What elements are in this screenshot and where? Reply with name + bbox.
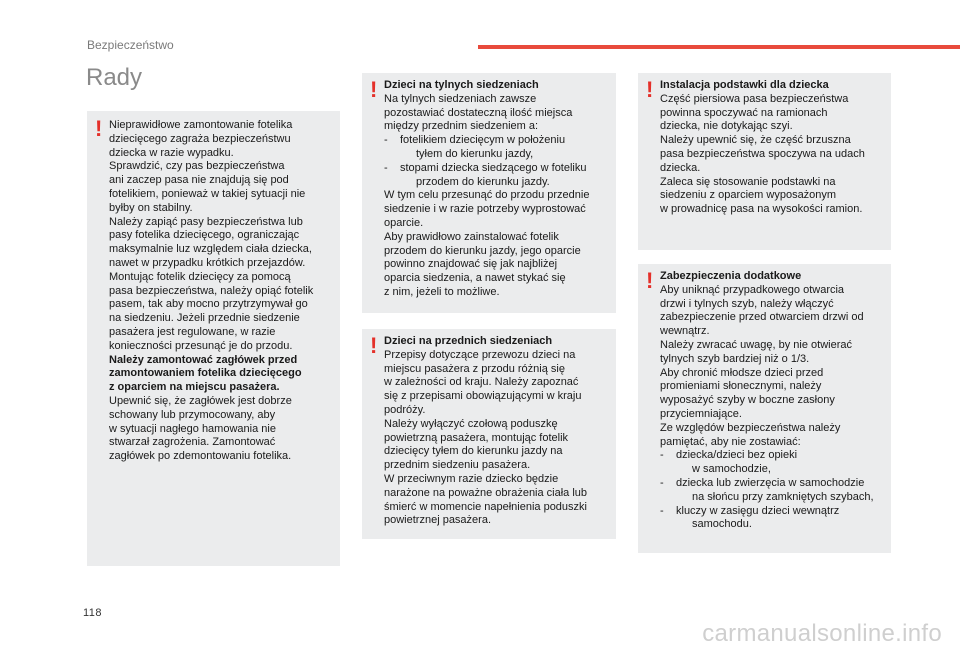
text-line: narażone na poważne obrażenia ciała lub (384, 486, 588, 499)
text-line: Należy zapiąć pasy bezpieczeństwa lub (109, 215, 303, 228)
text-line: miejscu pasażera z przodu różnią się (384, 362, 565, 375)
list-item-line: fotelikiem dziecięcym w położeniu (400, 134, 566, 147)
list-item-line: stopami dziecka siedzącego w foteliku (400, 161, 587, 174)
watermark: carmanualsonline.info (702, 620, 942, 647)
text-line: zamontowaniem fotelika dziecięcego (109, 367, 302, 380)
text-line: dziecięcego zagraża bezpieczeństwu (109, 132, 291, 145)
tip-outro (384, 189, 608, 299)
accent-line (478, 45, 960, 49)
text-line: przyciemniające. (660, 407, 742, 420)
text-line: się z przepisami obowiązującymi w kraju (384, 390, 582, 403)
list-item (660, 449, 883, 477)
tip-lines (109, 119, 332, 354)
tip-list (384, 134, 608, 189)
text-line: dziecka, nie dotykając szyi. (660, 120, 793, 133)
list-item-line: kluczy w zasięgu dzieci wewnątrz (676, 504, 840, 517)
text-line: pasażera jest regulowane, w razie (109, 325, 276, 338)
text-line: między przednim siedzeniem a: (384, 120, 539, 133)
text-line: powietrzną pasażera, montując fotelik (384, 431, 569, 444)
text-line: powietrznej pasażera. (384, 514, 492, 527)
text-line: powinna spoczywać na ramionach (660, 106, 828, 119)
tip-bold-lines (109, 354, 332, 395)
tip-tail-lines (109, 395, 332, 464)
list-item-line: tyłem do kierunku jazdy, (416, 147, 534, 160)
text-line: promieniami słonecznymi, należy (660, 380, 822, 393)
list-item (660, 505, 883, 533)
text-line: pamiętać, aby nie zostawiać: (660, 435, 801, 448)
text-line: z oparciem na miejscu pasażera. (109, 381, 280, 394)
warning-icon: ! (95, 116, 103, 141)
text-line: Przepisy dotyczące przewozu dzieci na (384, 348, 576, 361)
text-line: Upewnić się, że zagłówek jest dobrze (109, 394, 292, 407)
dash-bullet: - (660, 449, 664, 462)
dash-bullet: - (660, 476, 664, 489)
text-line: siedzeniu z oparciem wyposażonym (660, 189, 837, 202)
text-line: fotelikiem, ponieważ w takiej sytuacji nie (109, 187, 306, 200)
warning-icon: ! (646, 268, 654, 293)
text-line: śmierć w momencie napełnienia poduszki (384, 500, 587, 513)
text-line: Aby uniknąć przypadkowego otwarcia (660, 283, 845, 296)
text-line: w prowadnicę pasa na wysokości ramion. (660, 203, 863, 216)
text-line: zabezpieczenie przed otwarciem drzwi od (660, 311, 864, 324)
text-line: na siedzeniu. Jeżeli przednie siedzenie (109, 312, 300, 325)
list-item (384, 134, 608, 162)
tip-intro (660, 284, 883, 450)
text-line: pasem, tak aby mocno przytrzymywał go (109, 298, 308, 311)
text-line: pasa bezpieczeństwa spoczywa na udach (660, 147, 865, 160)
text-line: w zależności od kraju. Należy zapoznać (384, 376, 579, 389)
text-line: Należy wyłączyć czołową poduszkę (384, 417, 558, 430)
text-line: przednim siedzeniu pasażera. (384, 459, 531, 472)
text-line: Należy zamontować zagłówek przed (109, 353, 298, 366)
list-item-line: dziecka/dzieci bez opieki (676, 449, 798, 462)
tip-box-child-seat-mounting (87, 111, 340, 566)
page-title: Rady (86, 64, 143, 91)
text-line: w sytuacji nagłego hamowania nie (109, 422, 276, 435)
text-line: wyposażyć szyby w boczne zasłony (660, 394, 835, 407)
text-line: pasy fotelika dziecięcego, ograniczając (109, 229, 300, 242)
text-line: pozostawiać dostateczną ilość miejsca (384, 106, 573, 119)
tip-text (660, 270, 883, 532)
text-line: Na tylnych siedzeniach zawsze (384, 92, 537, 105)
tip-heading: Instalacja podstawki dla dziecka (660, 79, 829, 91)
list-item (660, 477, 883, 505)
text-line: byłby on stabilny. (109, 201, 193, 214)
warning-icon: ! (370, 77, 378, 102)
list-item-line: na słońcu przy zamkniętych szybach, (692, 490, 874, 503)
text-line: Ze względów bezpieczeństwa należy (660, 421, 841, 434)
tip-intro (384, 93, 608, 134)
text-line: siedzenie i w razie potrzeby wyprostować (384, 203, 586, 216)
text-line: dziecięcy tyłem do kierunku jazdy na (384, 445, 563, 458)
text-line: Sprawdzić, czy pas bezpieczeństwa (109, 160, 285, 173)
tip-text (660, 79, 883, 217)
text-line: stwarzał zagrożenia. Zamontować (109, 436, 276, 449)
tip-box-front-seats (362, 329, 616, 539)
list-item (384, 162, 608, 190)
text-line: konieczności przesunąć je do przodu. (109, 339, 293, 352)
text-line: podróży. (384, 403, 426, 416)
text-line: tylnych szyb bardziej niż o 1/3. (660, 352, 810, 365)
tip-box-rear-seats (362, 73, 616, 313)
list-item-line: samochodu. (692, 518, 752, 531)
tip-text (384, 79, 608, 300)
page-number: 118 (83, 607, 103, 619)
section-title: Bezpieczeństwo (87, 38, 174, 52)
tip-text (109, 119, 332, 464)
list-item-line: przodem do kierunku jazdy. (416, 175, 550, 188)
tip-heading: Dzieci na przednich siedzeniach (384, 335, 553, 347)
tip-box-booster-seat (638, 73, 891, 250)
text-line: drzwi i tylnych szyb, należy włączyć (660, 297, 834, 310)
text-line: pasa bezpieczeństwa, należy opiąć fotelik (109, 284, 314, 297)
text-line: przodem do kierunku jazdy, jego oparcie (384, 244, 581, 257)
text-line: dziecka w razie wypadku. (109, 146, 234, 159)
text-line: powinno znajdować się jak najbliżej (384, 258, 558, 271)
text-line: Aby prawidłowo zainstalować fotelik (384, 230, 559, 243)
tip-heading: Dzieci na tylnych siedzeniach (384, 79, 539, 91)
tip-lines (660, 93, 883, 217)
tip-lines (384, 349, 608, 528)
text-line: zagłówek po zdemontowaniu fotelika. (109, 450, 292, 463)
text-line: W tym celu przesunąć do przodu przednie (384, 189, 590, 202)
text-line: z nim, jeżeli to możliwe. (384, 285, 500, 298)
list-item-line: w samochodzie, (692, 463, 771, 476)
warning-icon: ! (646, 77, 654, 102)
text-line: Nieprawidłowe zamontowanie fotelika (109, 119, 293, 131)
text-line: wewnątrz. (660, 325, 710, 338)
text-line: Należy zwracać uwagę, by nie otwierać (660, 338, 852, 351)
dash-bullet: - (384, 134, 388, 147)
dash-bullet: - (660, 504, 664, 517)
dash-bullet: - (384, 161, 388, 174)
text-line: Część piersiowa pasa bezpieczeństwa (660, 92, 849, 105)
tip-box-extra-safety (638, 264, 891, 553)
tip-heading: Zabezpieczenia dodatkowe (660, 270, 802, 282)
text-line: oparcie. (384, 216, 424, 229)
text-line: oparcia siedzenia, a nawet stykać się (384, 272, 566, 285)
text-line: Należy upewnić się, że część brzuszna (660, 134, 851, 147)
text-line: ani zaczep pasa nie znajdują się pod (109, 174, 289, 187)
warning-icon: ! (370, 333, 378, 358)
tip-list (660, 449, 883, 532)
tip-text (384, 335, 608, 528)
text-line: dziecka. (660, 161, 701, 174)
text-line: Aby chronić młodsze dzieci przed (660, 366, 824, 379)
text-line: maksymalnie luz względem ciała dziecka, (109, 243, 312, 256)
text-line: Zaleca się stosowanie podstawki na (660, 175, 836, 188)
text-line: W przeciwnym razie dziecko będzie (384, 472, 559, 485)
text-line: nawet w przypadku krótkich przejazdów. (109, 256, 306, 269)
text-line: Montując fotelik dziecięcy za pomocą (109, 270, 291, 283)
text-line: schowany lub przymocowany, aby (109, 408, 276, 421)
list-item-line: dziecka lub zwierzęcia w samochodzie (676, 476, 865, 489)
